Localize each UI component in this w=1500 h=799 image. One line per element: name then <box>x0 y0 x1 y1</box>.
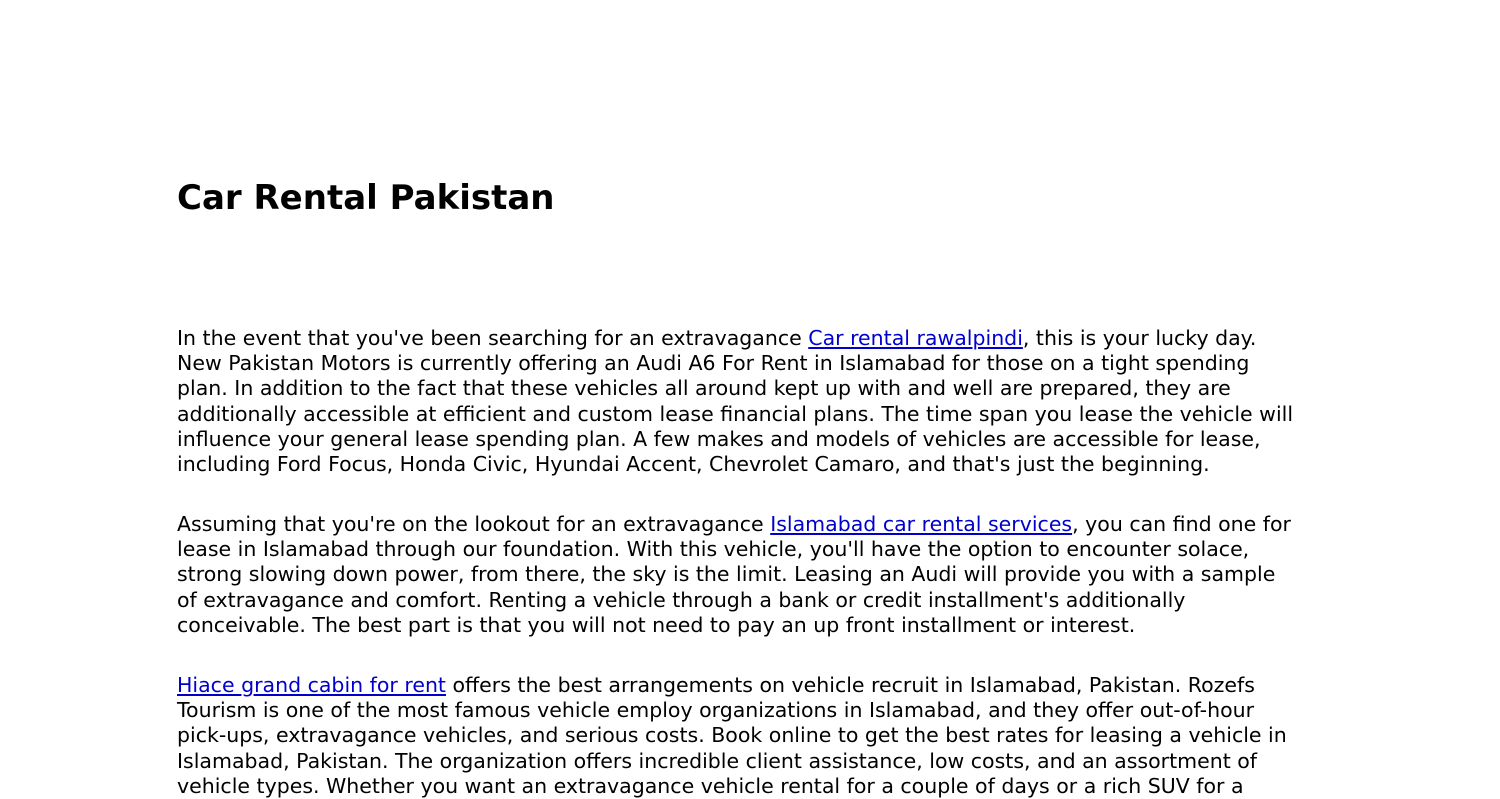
paragraph-line: Islamabad, Pakistan. The organization offers incredible client assistance, low costs, and an assortment of <box>177 748 1258 773</box>
line-text: , you can find one for <box>1072 512 1291 536</box>
paragraph-line: influence your general lease spending plan. A few makes and models of vehicles are accessible for lease, <box>177 426 1261 451</box>
paragraph-line: New Pakistan Motors is currently offering an Audi A6 For Rent in Islamabad for those on a tight spending <box>177 351 1250 376</box>
paragraph-1 <box>177 326 1327 477</box>
islamabad-car-rental-services-link[interactable]: Islamabad car rental services <box>770 512 1073 536</box>
paragraph-line: conceivable. The best part is that you will not need to pay an up front installment or interest. <box>177 612 1136 637</box>
paragraph-line <box>177 326 1327 351</box>
paragraph-line: lease in Islamabad through our foundation. With this vehicle, you'll have the option to encounter solace, <box>177 537 1250 562</box>
line-text: In the event that you've been searching for an extravagance <box>177 326 809 350</box>
line-text: Assuming that you're on the lookout for an extravagance <box>177 512 771 536</box>
paragraph-line: strong slowing down power, from there, the sky is the limit. Leasing an Audi will provide you with a sample <box>177 562 1276 587</box>
paragraph-line: additionally accessible at efficient and custom lease financial plans. The time span you lease the vehicle will <box>177 401 1294 426</box>
hiace-grand-cabin-link[interactable]: Hiace grand cabin for rent <box>177 673 446 697</box>
paragraph-line: Tourism is one of the most famous vehicle employ organizations in Islamabad, and they offer out-of-hour <box>177 698 1255 723</box>
line-text: offers the best arrangements on vehicle recruit in Islamabad, Pakistan. Rozefs <box>445 673 1255 697</box>
line-text: , this is your lucky day. <box>1022 326 1257 350</box>
paragraph-line: pick-ups, extravagance vehicles, and serious costs. Book online to get the best rates for leasing a vehicle in <box>177 723 1287 748</box>
paragraph-line: of extravagance and comfort. Renting a vehicle through a bank or credit installment's additionally <box>177 587 1186 612</box>
paragraph-3 <box>177 673 1327 799</box>
paragraph-line: vehicle types. Whether you want an extravagance vehicle rental for a couple of days or a rich SUV for a <box>177 773 1244 798</box>
paragraph-line: plan. In addition to the fact that these vehicles all around kept up with and well are prepared, they are <box>177 376 1231 401</box>
paragraph-line <box>177 673 1327 698</box>
paragraph-line: including Ford Focus, Honda Civic, Hyundai Accent, Chevrolet Camaro, and that's just the beginning. <box>177 452 1210 477</box>
car-rental-rawalpindi-link[interactable]: Car rental rawalpindi <box>808 326 1023 350</box>
paragraph-line <box>177 512 1327 537</box>
paragraph-2 <box>177 512 1327 638</box>
page-title: Car Rental Pakistan <box>177 178 555 218</box>
